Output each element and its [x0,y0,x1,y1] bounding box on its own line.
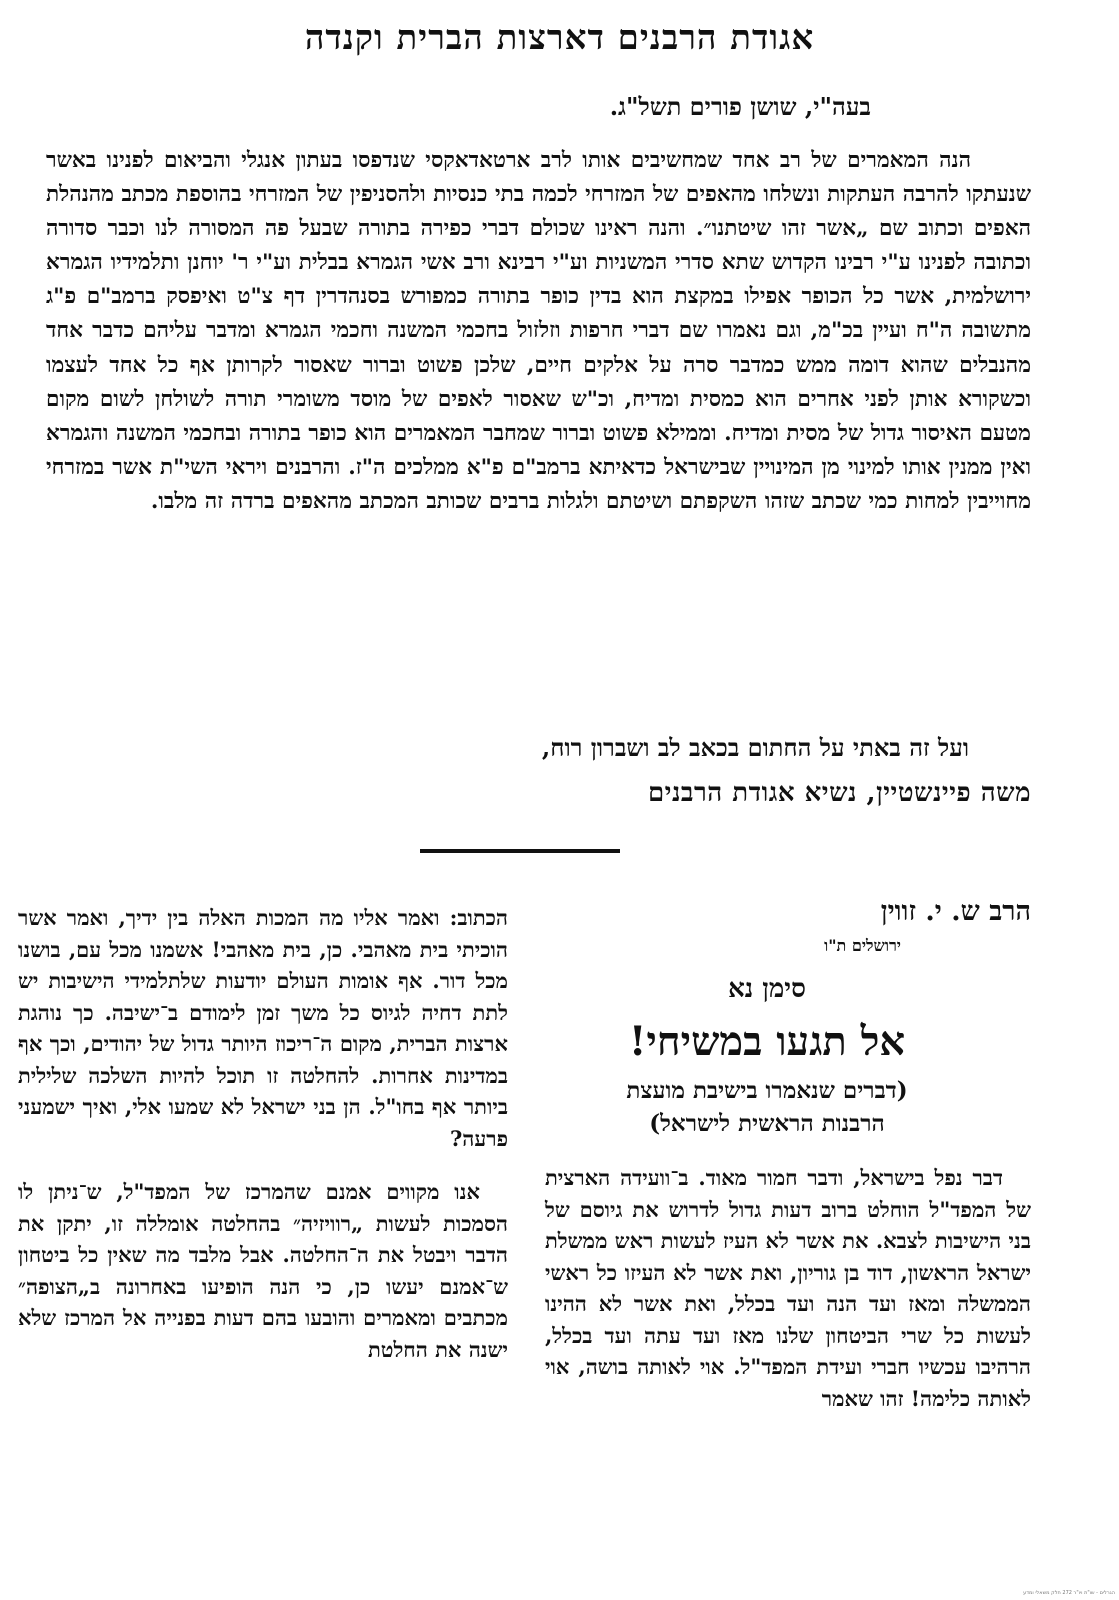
letter-signature: משה פיינשטיין, נשיא אגודת הרבנים [647,778,1031,808]
section-divider [420,849,620,853]
article-subtitle [542,1074,992,1140]
article-siman: סימן נא [728,974,806,1004]
article-author: הרב ש. י. זווין [880,896,1031,927]
letter-closing: ועל זה באתי על החתום בכאב לב ושברון רוח, [541,733,969,762]
footer-note: הגרלים - שו"ת ויו"ר 272 חלק משאלי ומדע [1023,1590,1115,1596]
letter-dateline: בעה"י, שושן פורים תשל"ג. [609,92,871,121]
letter-body [46,144,1031,519]
letter-paragraph: הנה המאמרים של רב אחד שמחשיבים אותו לרב ארטאדאקסי שנדפסו בעתון אנגלי והביאום לפנינו באשר שנעתקו להרבה העתקות ונשלחו מהאפים של המזרחי לכמה בתי כנסיות ולהסניפין של המזרחי בהוספת מכתב מהנהלת האפים וכתוב שם „אשר זהו שיטתנו״. והנה ראינו שכולם דברי כפירה בתורה שבעל פה המסורה לנו וכבר סדורה וכתובה לפנינו ע"י רבינו הקדוש שתא סדרי המשניות וע"י רבינא ורב אשי הגמרא בבלית וע"י ר' יוחנן ותלמידיו הגמרא ירושלמית, אשר כל הכופר אפילו במקצת הוא בדין כופר בתורה כמפורש בסנהדרין דף צ"ט ואיפסק ברמב"ם פ"ג מתשובה ה"ח ועיין בכ"מ, וגם נאמרו שם דברי חרפות וזלזול בחכמי המשנה וחכמי הגמרא ומדבר עליהם כדבר אחד מהנבלים שהוא דומה ממש כמדבר סרה על אלקים חיים, שלכן פשוט וברור שאסור לקרותן אף כל אחד לעצמו וכשקורא אותן לפני אחרים הוא כמסית ומדיח, וכ"ש שאסור לאפים של מוסד משומרי תורה לשולחן לשום מקום מטעם האיסור גדול של מסית ומדיח. וממילא פשוט וברור שמחבר המאמרים הוא כופר בתורה ובחכמי המשנה והגמרא ואין ממנין אותו למינוי מן המינויין שבישראל כדאיתא ברמב"ם פ"א ממלכים ה"ז. והרבנים ויראי השי"ת אשר במזרחי מחוייבין למחות כמי שכתב שזהו השקפתם ושיטתם ולגלות ברבים שכותב המכתב מהאפים ברדה זה מלבו. [46,148,1031,514]
left-column-paragraph: הכתוב: ואמר אליו מה המכות האלה בין ידיך, ואמר אשר הוכיתי בית מאהבי. כן, בית מאהבי! אשמנו מכל עם, בושנו מכל דור. אף אומות העולם יודעות שלתלמידי הישיבות יש לתת דחיה לגיוס כל משך זמן לימודם ב־ישיבה. כך נוהגת ארצות הברית, מקום ה־ריכוז היותר גדול של יהודים, וכך אף במדינות אחרות. להחלטה זו תוכל להיות השלכה שלילית ביותר אף בחו"ל. הן בני ישראל לא שמעו אלי, ואיך ישמעני פרעה? [18,905,508,1151]
right-column-text [545,1162,1031,1414]
article-subtitle-line: הרבנות הראשית לישראל) [649,1110,885,1137]
article-title: אל תגעו במשיחי! [628,1018,906,1065]
left-column-paragraph: אנו מקווים אמנם שהמרכז של המפד"ל, ש־ניתן לו הסמכות לעשות „רוויזיה״ בהחלטה אומללה זו, יתקן את הדבר ויבטל את ה־החלטה. אבל מלבד מה שאין כל ביטחון ש־אמנם יעשו כן, כי הנה הופיעו באחרונה ב„הצופה״ מכתבים ומאמרים והובעו בהם דעות בפנייה אל המרכז שלא ישנה את החלטת [18,1179,508,1362]
article-location: ירושלים ת"ו [824,936,901,955]
article-subtitle-line: (דברים שנאמרו בישיבת מועצת [626,1077,908,1104]
organization-heading: אגודת הרבנים דארצות הברית וקנדה [304,18,815,58]
left-column-text [18,902,508,1365]
right-column-paragraph: דבר נפל בישראל, ודבר חמור מאוד. ב־וועידה הארצית של המפד"ל הוחלט ברוב דעות גדול לדרוש את גיוסם של בני הישיבות לצבא. את אשר לא העיז לעשות ראש ממשלת ישראל הראשון, דוד בן גוריון, ואת אשר לא העיזו כל ראשי הממשלה ומאז ועד הנה ועד בכלל, ואת אשר לא ההינו לעשות כל שרי הביטחון שלנו מאז ועד עתה ועד בכלל, הרהיבו עכשיו חברי ועידת המפד"ל. אוי לאותה בושה, אוי לאותה כלימה! זהו שאמר [545,1165,1031,1411]
